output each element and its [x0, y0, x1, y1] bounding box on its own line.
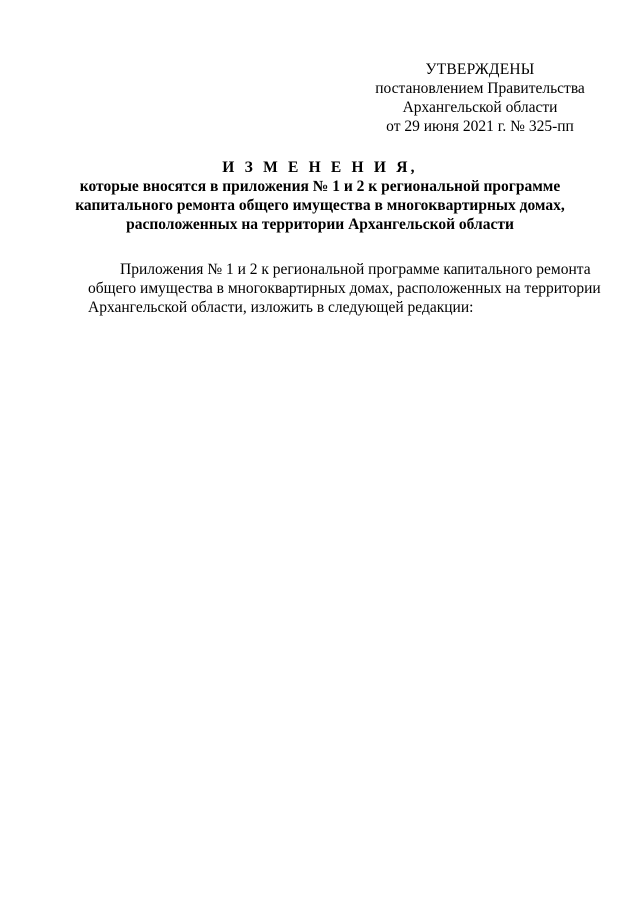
approval-stamp	[360, 60, 600, 136]
body-line-1: Приложения № 1 и 2 к региональной программе капитального ремонта	[120, 261, 591, 278]
changes-subtitle-line-1: которые вносятся в приложения № 1 и 2 к региональной программе	[79, 178, 561, 195]
changes-heading-block	[60, 158, 580, 234]
approval-line-decree: постановлением Правительства	[375, 80, 585, 97]
body-paragraph	[88, 260, 608, 317]
changes-subtitle-line-2: капитального ремонта общего имущества в многоквартирных домах,	[75, 197, 565, 214]
approval-title: УТВЕРЖДЕНЫ	[425, 61, 535, 78]
approval-line-region: Архангельской области	[402, 99, 558, 116]
body-line-3: Архангельской области, изложить в следующей редакции:	[88, 299, 474, 316]
body-line-2: общего имущества в многоквартирных домах, расположенных на территории	[88, 280, 601, 297]
changes-subtitle-line-3: расположенных на территории Архангельской области	[126, 216, 514, 233]
approval-line-date: от 29 июня 2021 г. № 325-пп	[386, 118, 574, 135]
changes-heading: И З М Е Н Е Н И Я,	[222, 159, 418, 176]
